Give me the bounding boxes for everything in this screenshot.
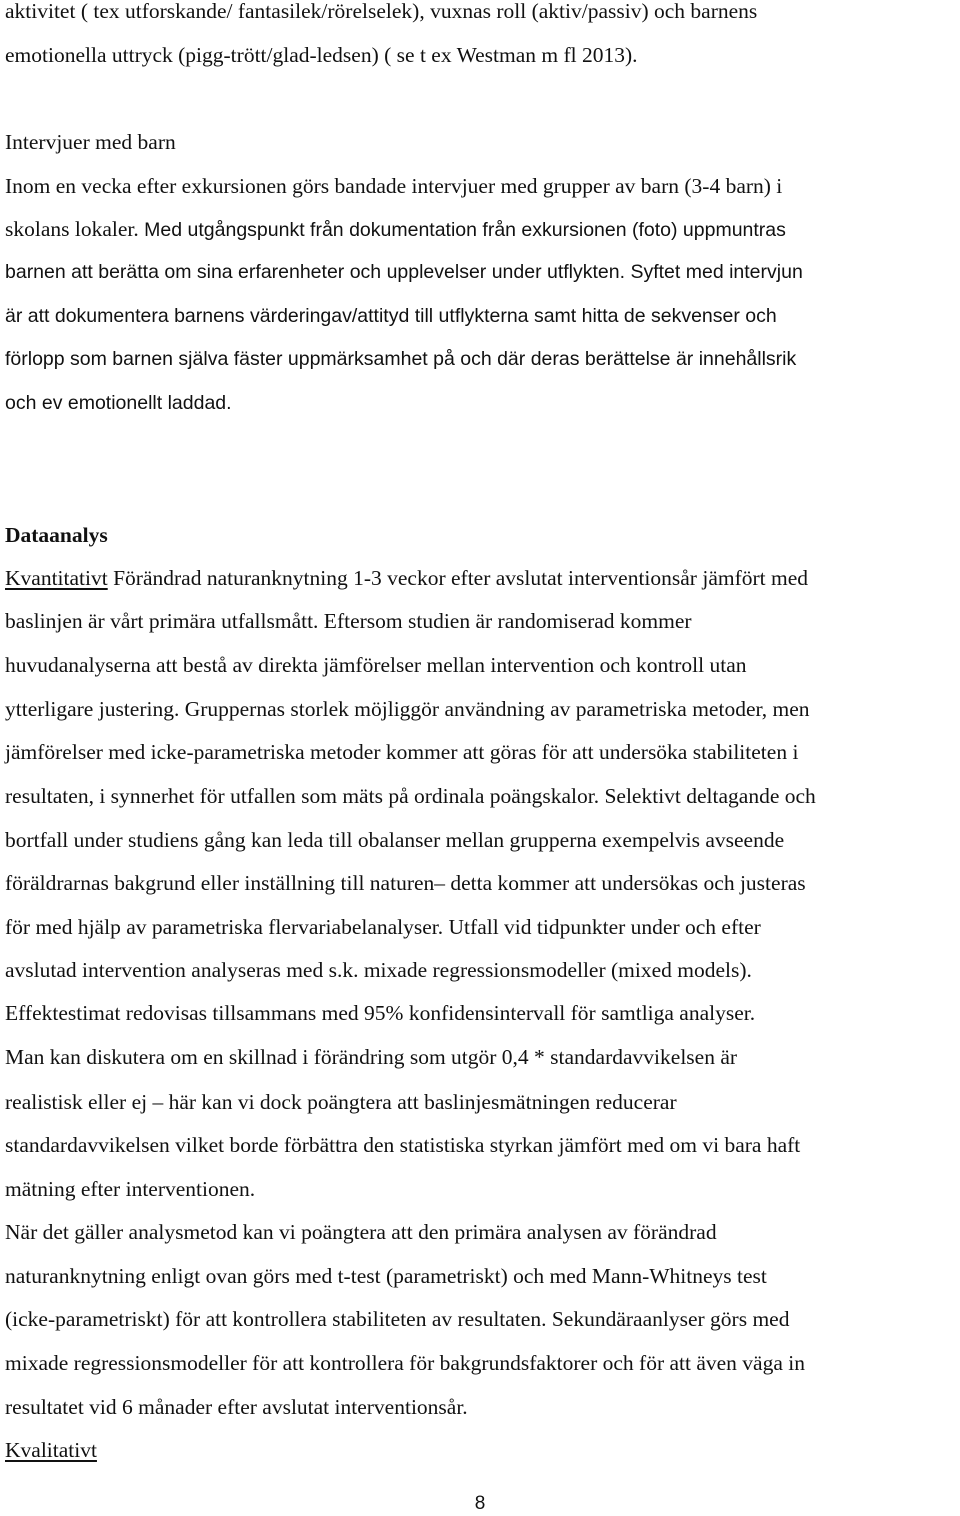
analysis-line-14: standardavvikelsen vilket borde förbättra den statistiska styrkan jämfört med om vi bara haft bbox=[5, 1133, 801, 1157]
interviews-line-3 bbox=[5, 258, 803, 286]
quantitative-label: Kvantitativt bbox=[5, 566, 108, 590]
analysis-heading: Dataanalys bbox=[5, 523, 108, 547]
analysis-line-11: Effektestimat redovisas tillsammans med 95% konfidensintervall för samtliga analyser. bbox=[5, 1001, 756, 1025]
analysis-line-3: huvudanalyserna att bestå av direkta jämförelser mellan intervention och kontroll utan bbox=[5, 653, 747, 677]
interviews-line-3a: barnen att berätta om sina erfarenheter och upplevelser under utflykten. bbox=[5, 261, 626, 283]
interviews-line-5: förlopp som barnen själva fäster uppmärksamhet på och där deras berättelse är innehållsrik bbox=[5, 348, 797, 370]
analysis-line-13: realistisk eller ej – här kan vi dock poängtera att baslinjesmätningen reducerar bbox=[5, 1090, 677, 1114]
interviews-line-3b: Syftet med intervjun bbox=[625, 261, 803, 283]
analysis-line-6: resultaten, i synnerhet för utfallen som mäts på ordinala poängskalor. Selektivt deltagande och bbox=[5, 784, 816, 808]
interviews-line-2a: skolans lokaler. bbox=[5, 217, 139, 241]
analysis-line-12: Man kan diskutera om en skillnad i förändring som utgör 0,4 * standardavvikelsen är bbox=[5, 1045, 738, 1069]
analysis-line-19: mixade regressionsmodeller för att kontrollera för bakgrundsfaktorer och för att även väga in bbox=[5, 1351, 805, 1375]
analysis-line-16: När det gäller analysmetod kan vi poängtera att den primära analysen av förändrad bbox=[5, 1220, 717, 1244]
analysis-line-20: resultatet vid 6 månader efter avslutat interventionsår. bbox=[5, 1395, 468, 1419]
interviews-heading: Intervjuer med barn bbox=[5, 130, 176, 154]
analysis-line-1 bbox=[5, 564, 808, 592]
analysis-line-8: föräldrarnas bakgrund eller inställning till naturen– detta kommer att undersökas och justeras bbox=[5, 871, 806, 895]
qualitative-label: Kvalitativt bbox=[5, 1438, 97, 1462]
interviews-line-2b: Med utgångspunkt från dokumentation från exkursionen (foto) uppmuntras bbox=[138, 219, 786, 241]
interviews-line-6: och ev emotionellt laddad. bbox=[5, 392, 232, 414]
analysis-line-9: för med hjälp av parametriska flervariabelanalyser. Utfall vid tidpunkter under och efter bbox=[5, 915, 761, 939]
intro-line-2: emotionella uttryck (pigg-trött/glad-ledsen) ( se t ex Westman m fl 2013). bbox=[5, 43, 638, 67]
page-number: 8 bbox=[474, 1493, 486, 1514]
analysis-line-10: avslutad intervention analyseras med s.k. mixade regressionsmodeller (mixed models). bbox=[5, 958, 752, 982]
analysis-line-17: naturanknytning enligt ovan görs med t-test (parametriskt) och med Mann-Whitneys test bbox=[5, 1264, 767, 1288]
interviews-line-2 bbox=[5, 215, 786, 243]
analysis-line-18: (icke-parametriskt) för att kontrollera stabiliteten av resultaten. Sekundäraanlyser görs med bbox=[5, 1307, 790, 1331]
analysis-line-4: ytterligare justering. Gruppernas storlek möjliggör användning av parametriska metoder, men bbox=[5, 697, 810, 721]
interviews-line-1: Inom en vecka efter exkursionen görs bandade intervjuer med grupper av barn (3-4 barn) i bbox=[5, 174, 783, 198]
interviews-line-4: är att dokumentera barnens värderingav/attityd till utflykterna samt hitta de sekvenser och bbox=[5, 305, 777, 327]
analysis-line-1-rest: Förändrad naturanknytning 1-3 veckor efter avslutat interventionsår jämfört med bbox=[107, 566, 809, 590]
analysis-line-5: jämförelser med icke-parametriska metoder kommer att göras för att undersöka stabiliteten i bbox=[5, 740, 799, 764]
intro-line-1: aktivitet ( tex utforskande/ fantasilek/rörelselek), vuxnas roll (aktiv/passiv) och barnens bbox=[5, 0, 758, 23]
analysis-line-15: mätning efter interventionen. bbox=[5, 1177, 256, 1201]
analysis-line-2: baslinjen är vårt primära utfallsmått. Eftersom studien är randomiserad kommer bbox=[5, 609, 692, 633]
analysis-line-7: bortfall under studiens gång kan leda till obalanser mellan grupperna exempelvis avseende bbox=[5, 828, 785, 852]
